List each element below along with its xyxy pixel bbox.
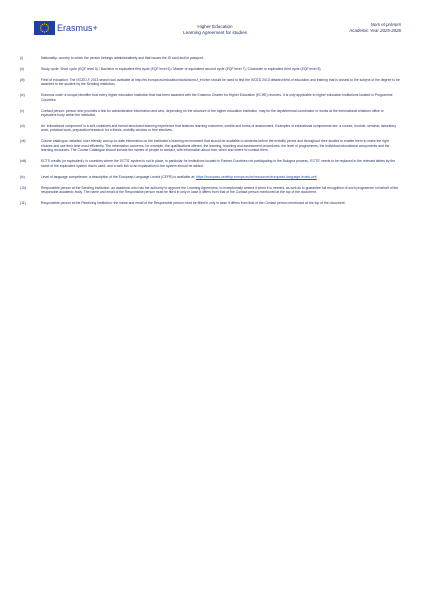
endnote-text: Responsible person at the Sending Institution: an academic who has the authority to approve the Learning Agreement, to exceptionally amend it when it is needed, as well as to guarantee full recognition of such programme on behalf of the responsible academic body. The name and email of the Responsible person must be filled in only in case it differs from that of the Contact person mentioned at the top of the document. (41, 185, 399, 195)
student-name-label: Nom et prénom (370, 22, 401, 27)
endnote-item (20, 67, 400, 72)
title-line-1: Higher Education (197, 24, 233, 29)
endnote-text: Nationality: country to which the person belongs administratively and that issues the ID card and/or passport. (41, 56, 205, 60)
endnote-number: (ix) (20, 174, 25, 179)
student-info (349, 22, 401, 33)
endnote-number: (iii) (20, 77, 25, 82)
endnote-item (20, 93, 400, 102)
eu-flag-icon (34, 21, 55, 35)
endnote-text: Responsible person at the Receiving Institution: the name and email of the Responsible person must be filled in only in case it differs from that of the Contact person mentioned at the top of the document. (41, 200, 346, 205)
endnotes-list (20, 56, 400, 212)
endnote-item (20, 78, 400, 87)
endnote-text: Course catalogue: detailed, user-friendly and up-to-date information on the institution's learning environment that should be available to students before the mobility period and throughout their studies to enable them to make the right choices and use their time most efficiently. The information concerns, for example, the qualifications offered, the learning, teaching and assessment procedures, the level of programmes, the individual educational components and the learning resources. The Course Catalogue should include the names of people to contact, with information about how, when and where to contact them. (41, 139, 390, 153)
endnote-number: (vii) (20, 139, 26, 144)
endnote-number: (ii) (20, 66, 24, 71)
endnote-item (20, 186, 400, 195)
endnote-item (20, 109, 400, 118)
endnote-number: (viii) (20, 159, 27, 164)
logo-wordmark: Erasmus+ (57, 23, 98, 33)
title-line-2: Learning Agreement for studies (183, 30, 247, 35)
endnote-number: (vi) (20, 123, 25, 128)
document-title (130, 24, 300, 36)
cefr-link[interactable]: https://europass.cedefop.europa.eu/en/resources/european-language-levels-cefr (195, 174, 317, 179)
endnote-number: (iv) (20, 93, 25, 98)
endnote-item (20, 124, 400, 133)
endnote-text: An 'educational component' is a self-contained and formal structured learning experience that features learning outcomes, credits and forms of assessment. Examples of educational components are: a course, module, seminar, laboratory work, practical work, preparation/research for a thesis, mobility window or free electives. (41, 123, 397, 133)
endnote-text: Field of education: The ISCED-F 2013 search tool available at http://ec.europa.eu/education/tools/isced-f_en.htm should be used to find the ISCED 2013 detailed field of education and training that is closest to the subject of the degree to be awarded to the student by the Sending Institution. (41, 77, 400, 87)
erasmus-logo (34, 21, 98, 35)
endnote-text-with-link (41, 175, 400, 180)
endnote-text: Level of language competence: a description of the European Language Levels (CEFR) is available at: (41, 174, 196, 179)
endnote-item (20, 201, 400, 206)
endnote-item (20, 56, 400, 61)
endnote-text: Contact person: person who provides a link for administrative information and who, depending on the structure of the higher education institution, may be the departmental coordinator or works at the international relations office or equivalent body within the institution. (41, 108, 384, 118)
endnote-text: ECTS credits (or equivalent): in countries where the 'ECTS' system is not in place, in particular for institutions located in Partner Countries not participating in the Bologna process, 'ECTS' needs to be replaced in the relevant tables by the name of the equivalent system that is used, and a web link to an explanation to the system should be added. (41, 159, 396, 168)
academic-year: Academic Year 2025-2026 (349, 27, 401, 33)
endnote-item (20, 139, 400, 153)
endnote-number: (10) (20, 185, 27, 190)
endnote-number: (i) (20, 56, 24, 60)
endnote-item (20, 175, 400, 180)
endnote-number: (11) (20, 200, 26, 205)
endnote-text: Study cycle: Short cycle (EQF level 5) / Bachelor or equivalent first cycle (EQF level 6) / Master or equivalent second cycle (EQF level 7) / Doctorate or equivalent third cycle (EQF level 8). (41, 66, 322, 71)
endnote-number: (v) (20, 108, 24, 113)
endnote-item (20, 159, 400, 168)
page-header (0, 0, 424, 48)
endnote-text: Erasmus code: a unique identifier that every higher education institution that has been awarded with the Erasmus Charter for Higher Education (ECHE) receives. It is only applicable to higher education institutions located in Programme Countries. (41, 93, 393, 102)
